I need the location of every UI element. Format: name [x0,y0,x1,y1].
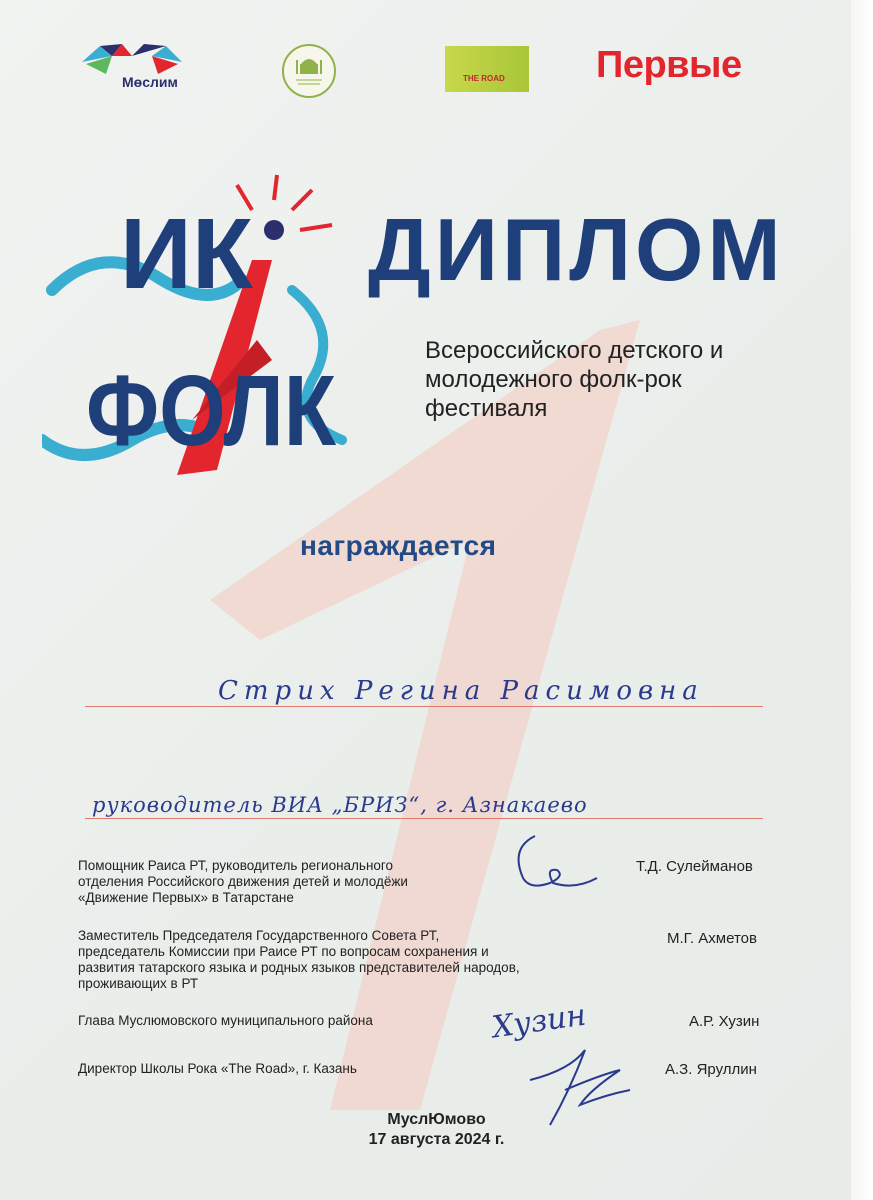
moslim-emblem-icon [82,42,182,78]
signatory-name-4: А.З. Яруллин [665,1061,757,1078]
diploma-title: ДИПЛОМ [368,200,785,299]
round-emblem-logo [282,44,336,98]
signature-1-icon [505,828,605,898]
signatory-title-line: проживающих в РТ [78,976,199,991]
signatory-title-line: Помощник Раиса РТ, руководитель регионального [78,858,394,873]
recipient-name-line [85,706,763,707]
signatory-title-2 [78,928,520,992]
signatory-title-line: Глава Муслюмовского муниципального района [78,1013,373,1028]
logo-line-folk: ФОЛК [86,355,337,467]
the-road-logo [445,46,529,92]
signature-3: Хузин [490,997,589,1046]
page-edge [851,0,873,1200]
signatory-title-1 [78,858,408,906]
signatory-title-4 [78,1061,357,1077]
signatory-title-line: Заместитель Председателя Государственного Совета РТ, [78,928,440,943]
signatory-name-2: М.Г. Ахметов [667,930,757,947]
subtitle-line: Всероссийского детского и [425,337,724,364]
festival-subtitle [425,336,805,423]
moslim-logo [82,42,182,94]
recipient-role: руководитель ВИА „БРИЗ“, г. Азнакаево [92,793,588,817]
signatory-name-1: Т.Д. Сулейманов [636,858,753,875]
recipient-name: Стрих Регина Расимовна [218,676,704,706]
awarded-label: награждается [300,530,497,561]
moslim-logo-text: Мөслим [122,74,178,90]
mosque-emblem-icon [284,46,334,96]
date-text: 17 августа 2024 г. [368,1131,505,1148]
signatory-title-line: Директор Школы Рока «The Road», г. Казань [78,1061,357,1076]
logo-line-ik: ИК [120,198,253,310]
signatory-title-line: председатель Комиссии при Раисе РТ по вопросам сохранения и [78,944,489,959]
pervye-logo: Первые [596,44,742,86]
subtitle-line: фестиваля [425,395,548,422]
signatory-title-line: отделения Российского движения детей и молодёжи [78,874,408,889]
the-road-logo-text: THE ROAD [463,74,505,83]
place-text: МуслЮмово [387,1111,486,1128]
signatory-name-3: А.Р. Хузин [689,1013,760,1030]
signatory-title-3 [78,1013,373,1029]
recipient-role-line [85,818,763,819]
subtitle-line: молодежного фолк-рок [425,366,682,393]
signatory-title-line: «Движение Первых» в Татарстане [78,890,294,905]
signatory-title-line: развития татарского языка и родных языков представителей народов, [78,960,520,975]
ik-folk-festival-logo [42,170,372,490]
